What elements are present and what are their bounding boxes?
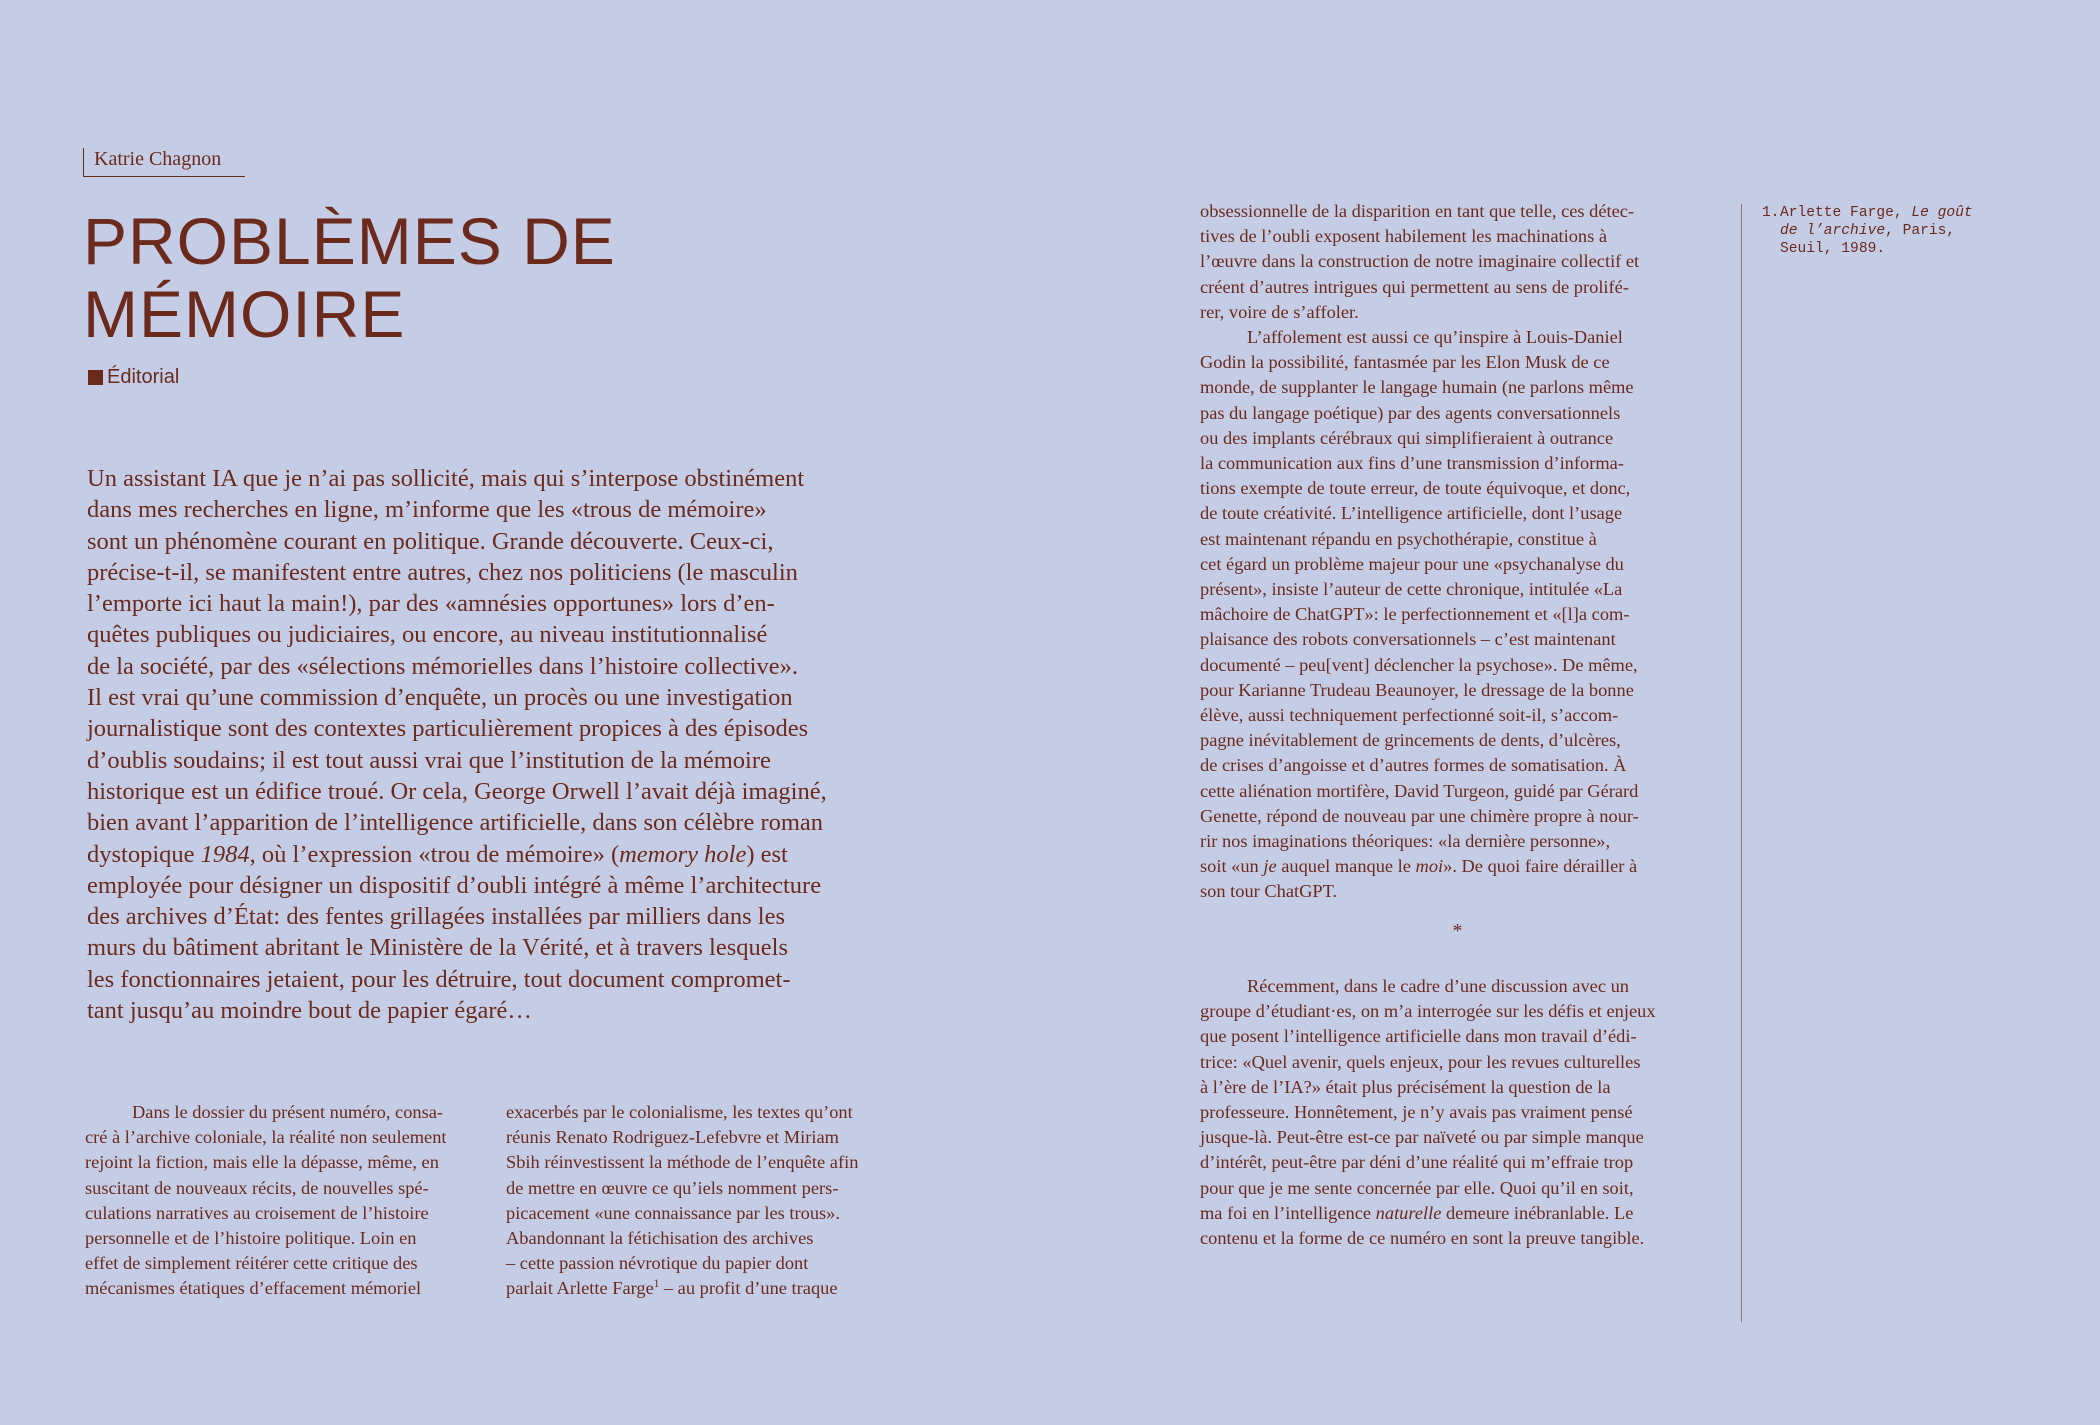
text-line [87,901,912,932]
text-line [87,588,912,619]
text-segment: de la société, par des «sélections mémorielles dans l’histoire collective». [87,652,798,680]
text-segment: obsessionnelle de la disparition en tant que telle, ces détec- [1200,201,1635,221]
text-segment: soit «un [1200,856,1264,877]
author-name: Katrie Chagnon [83,148,245,177]
text-segment: l’œuvre dans la construction de notre imaginaire collectif et [1200,251,1640,272]
text-segment: , où l’expression «trou de mémoire» ( [249,840,620,868]
text-line [506,1150,901,1175]
text-line [85,1100,480,1125]
text-segment: auquel manque le [1276,856,1416,877]
text-line [87,463,912,494]
text-line [1200,501,1715,526]
margin-rule [1741,204,1742,1322]
text-segment: Godin la possibilité, fantasmée par les Elon Musk de ce [1200,352,1610,373]
text-line [87,526,912,557]
text-line [1200,1125,1715,1150]
footnote-line [1780,204,1973,222]
text-line [1200,829,1715,854]
text-segment: contenu et la forme de ce numéro en sont la preuve tangible. [1200,1228,1645,1249]
text-segment: ». De quoi faire dérailler à [1443,856,1638,877]
footnote [1762,204,1992,258]
text-segment: dystopique [87,840,201,868]
text-segment: tant jusqu’au moindre bout de papier égaré… [87,997,532,1025]
text-segment: créent d’autres intrigues qui permettent au sens de prolifé- [1200,276,1629,297]
text-segment: Dans le dossier du présent numéro, consa- [132,1102,444,1122]
text-segment: tions exempte de toute erreur, de toute équivoque, et donc, [1200,478,1631,499]
text-segment: personnelle et de l’histoire politique. Loin en [85,1228,417,1249]
text-line [506,1125,901,1150]
text-segment: Récemment, dans le cadre d’une discussion avec un [1247,976,1629,996]
text-segment: culations narratives au croisement de l’histoire [85,1202,429,1223]
text-line [1200,401,1715,426]
text-segment: cette aliénation mortifère, David Turgeon, guidé par Gérard [1200,780,1639,801]
text-line [1200,275,1715,300]
footnote-reference: 1 [653,1278,660,1291]
body-column-3-continued [1200,974,1715,1251]
text-line [1200,753,1715,778]
text-segment: effet de simplement réitérer cette critique des [85,1253,418,1274]
text-line [506,1100,901,1125]
text-line [87,619,912,650]
text-line [506,1201,901,1226]
text-line [506,1176,901,1201]
text-segment: bien avant l’apparition de l’intelligence artificielle, dans son célèbre roman [87,809,824,837]
text-segment: ou des implants cérébraux qui simplifieraient à outrance [1200,427,1614,448]
text-line [87,870,912,901]
text-line [87,932,912,963]
text-segment: que posent l’intelligence artificielle dans mon travail d’édi- [1200,1026,1637,1047]
text-segment: Abandonnant la fétichisation des archives [506,1228,814,1249]
text-segment: pagne inévitablement de grincements de dents, d’ulcères, [1200,730,1621,751]
text-segment: cet égard un problème majeur pour une «psychanalyse du [1200,553,1624,574]
text-segment: à l’ère de l’IA?» était plus précisément la question de la [1200,1076,1611,1097]
text-segment: l’emporte ici haut la main!), par des «amnésies opportunes» lors d’en- [87,590,775,618]
text-line [1200,451,1715,476]
footnote-line [1780,240,1973,258]
text-segment: plaisance des robots conversationnels – c’est maintenant [1200,629,1616,650]
text-segment: dans mes recherches en ligne, m’informe que les «trous de mémoire» [87,496,767,524]
text-line [1200,476,1715,501]
emphasis: de l’archive [1780,223,1886,239]
text-line [1200,1075,1715,1100]
title-line-2: MÉMOIRE [83,277,406,351]
text-segment: mécanismes étatiques d’effacement mémoriel [85,1278,422,1299]
text-segment: Sbih réinvestissent la méthode de l’enquête afin [506,1152,859,1173]
text-segment: Il est vrai qu’une commission d’enquête, un procès ou une investigation [87,684,793,712]
text-line [1200,224,1715,249]
emphasis: je [1263,856,1277,877]
text-segment: Genette, répond de nouveau par une chimère propre à nour- [1200,805,1639,826]
text-segment: – au profit d’une traque [659,1278,838,1299]
footnote-text [1780,204,1973,258]
text-segment: monde, de supplanter le langage humain (ne parlons même [1200,377,1634,398]
text-segment: rir nos imaginations théoriques: «la dernière personne», [1200,831,1611,852]
text-line [1200,602,1715,627]
text-segment: murs du bâtiment abritant le Ministère de la Vérité, et à travers lesquels [87,934,788,962]
text-segment: documenté – peu[vent] déclencher la psychose». De même, [1200,654,1638,675]
text-line [1200,1150,1715,1175]
text-line [85,1226,480,1251]
text-line [1200,854,1715,879]
text-line [1200,1050,1715,1075]
text-line [1200,199,1715,224]
text-line [1200,300,1715,325]
text-line [1200,728,1715,753]
text-segment: parlait Arlette Farge [506,1278,654,1299]
text-segment: rer, voire de s’affoler. [1200,301,1359,322]
section-separator: * [1452,920,1463,942]
text-segment: mâchoire de ChatGPT»: le perfectionnement et «[l]a com- [1200,604,1630,625]
text-line [87,682,912,713]
text-line [1200,999,1715,1024]
text-segment: pour Karianne Trudeau Beaunoyer, le dressage de la bonne [1200,679,1634,700]
emphasis: memory hole [619,840,747,868]
text-line [85,1150,480,1175]
text-line [87,995,912,1026]
text-segment: professeure. Honnêtement, je n’y avais pas vraiment pensé [1200,1102,1633,1123]
text-line [1200,552,1715,577]
text-line [87,776,912,807]
text-segment: d’oublis soudains; il est tout aussi vrai que l’institution de la mémoire [87,746,771,774]
text-segment: élève, aussi techniquement perfectionné soit-il, s’accom- [1200,705,1619,726]
text-line [1200,804,1715,829]
text-line [87,494,912,525]
text-segment: exacerbés par le colonialisme, les textes qu’ont [506,1102,853,1122]
text-line [87,839,912,870]
text-line [1200,1024,1715,1049]
text-segment: Un assistant IA que je n’ai pas sollicité, mais qui s’interpose obstinément [87,465,805,492]
text-line [1200,703,1715,728]
text-line [506,1276,901,1301]
text-line [1200,879,1715,904]
text-line [1200,527,1715,552]
rubric-text: Éditorial [107,366,180,388]
text-segment: jusque-là. Peut-être est-ce par naïveté ou par simple manque [1200,1127,1644,1148]
text-line [1200,653,1715,678]
text-segment: – cette passion névrotique du papier dont [506,1253,809,1274]
text-segment: de crises d’angoisse et d’autres formes de somatisation. À [1200,755,1627,776]
footnote-line [1780,222,1973,240]
text-segment: suscitant de nouveaux récits, de nouvelles spé- [85,1177,429,1198]
text-segment: picacement «une connaissance par les trous». [506,1202,840,1223]
text-line [87,713,912,744]
text-segment: les fonctionnaires jetaient, pour les détruire, tout document compromet- [87,965,791,993]
text-line [1200,1201,1715,1226]
text-segment: réunis Renato Rodriguez-Lefebvre et Miriam [506,1127,839,1148]
text-segment: employée pour désigner un dispositif d’oubli intégré à même l’architecture [87,871,822,899]
text-segment: tives de l’oubli exposent habilement les machinations à [1200,226,1608,247]
text-segment: cré à l’archive coloniale, la réalité non seulement [85,1127,447,1148]
text-segment: ) est [746,840,788,868]
article-title [83,205,616,351]
text-line [87,651,912,682]
text-line [1200,249,1715,274]
text-segment: présent», insiste l’auteur de cette chronique, intitulée «La [1200,579,1623,600]
text-segment: son tour ChatGPT. [1200,881,1338,902]
text-segment: Arlette Farge, [1780,205,1912,221]
body-column-1 [85,1100,480,1302]
text-segment: pour que je me sente concernée par elle. Quoi qu’il en soit, [1200,1177,1634,1198]
text-line [1200,678,1715,703]
text-line [1200,627,1715,652]
title-line-1: PROBLÈMES DE [83,204,616,278]
text-line [85,1276,480,1301]
text-segment: est maintenant répandu en psychothérapie, constitue à [1200,528,1597,549]
text-segment: groupe d’étudiant·es, on m’a interrogée sur les défis et enjeux [1200,1001,1656,1022]
text-segment: d’intérêt, peut-être par déni d’une réalité qui m’effraie trop [1200,1152,1634,1173]
text-line [85,1176,480,1201]
text-line [506,1226,901,1251]
text-line [87,745,912,776]
emphasis: moi [1415,856,1444,877]
body-column-2 [506,1100,901,1302]
emphasis: Le goût [1911,205,1973,221]
square-bullet-icon [88,370,103,385]
text-segment: pas du langage poétique) par des agents conversationnels [1200,402,1621,423]
text-line [1200,350,1715,375]
text-line [85,1201,480,1226]
text-segment: journalistique sont des contextes particulièrement propices à des épisodes [87,715,809,743]
text-segment: des archives d’État: des fentes grillagées installées par milliers dans les [87,903,786,931]
text-segment: la communication aux fins d’une transmission d’informa- [1200,453,1624,474]
text-line [1200,577,1715,602]
text-segment: rejoint la fiction, mais elle la dépasse, même, en [85,1152,439,1173]
text-line [87,807,912,838]
body-column-3 [1200,199,1715,905]
text-line [85,1125,480,1150]
text-line [1200,779,1715,804]
text-segment: trice: «Quel avenir, quels enjeux, pour les revues culturelles [1200,1051,1641,1072]
text-line [1200,1100,1715,1125]
text-segment: de mettre en œuvre ce qu’iels nomment pers- [506,1177,839,1198]
text-line [85,1251,480,1276]
text-line [1200,974,1715,999]
emphasis: 1984 [200,840,250,868]
text-line [1200,426,1715,451]
rubric-label [88,366,179,389]
text-segment: Seuil, 1989. [1780,241,1886,257]
text-line [506,1251,901,1276]
text-line [87,964,912,995]
text-segment: précise-t-il, se manifestent entre autres, chez nos politiciens (le masculin [87,558,798,586]
text-line [87,557,912,588]
text-segment: demeure inébranlable. Le [1441,1202,1634,1223]
text-line [1200,325,1715,350]
text-segment: de toute créativité. L’intelligence artificielle, dont l’usage [1200,503,1623,524]
text-line [1200,1226,1715,1251]
text-segment: L’affolement est aussi ce qu’inspire à Louis-Daniel [1247,327,1623,348]
text-segment: , Paris, [1885,223,1956,239]
footnote-number: 1. [1762,205,1780,221]
text-segment: quêtes publiques ou judiciaires, ou encore, au niveau institutionnalisé [87,621,768,649]
text-segment: ma foi en l’intelligence [1200,1202,1376,1223]
text-segment: sont un phénomène courant en politique. Grande découverte. Ceux-ci, [87,527,774,555]
lead-paragraph [87,463,912,1026]
emphasis: naturelle [1375,1202,1442,1223]
text-segment: historique est un édifice troué. Or cela, George Orwell l’avait déjà imaginé, [87,777,827,805]
text-line [1200,1176,1715,1201]
text-line [1200,375,1715,400]
